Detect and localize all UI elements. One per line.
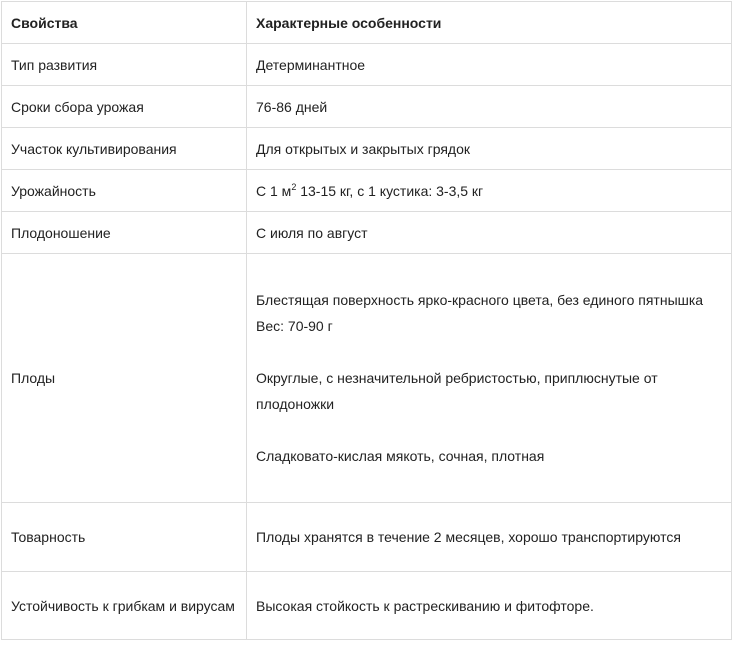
row-property: Урожайность bbox=[2, 170, 247, 212]
row-property: Плодоношение bbox=[2, 212, 247, 254]
row-property: Устойчивость к грибкам и вирусам bbox=[2, 572, 247, 640]
fruit-flesh-text: Сладковато-кислая мякоть, сочная, плотная bbox=[256, 448, 545, 464]
table-row bbox=[2, 170, 732, 212]
yield-prefix: С 1 м bbox=[256, 182, 292, 199]
row-value-fruits bbox=[247, 254, 732, 503]
row-property: Сроки сбора урожая bbox=[2, 86, 247, 128]
row-property: Плоды bbox=[2, 254, 247, 503]
row-value: С июля по август bbox=[247, 212, 732, 254]
fruit-shape-text: Округлые, с незначительной ребристостью, приплюснутые от плодоножки bbox=[256, 370, 658, 412]
row-value: Для открытых и закрытых грядок bbox=[247, 128, 732, 170]
row-value: Высокая стойкость к растрескиванию и фитофторе. bbox=[247, 572, 732, 640]
row-value: Плоды хранятся в течение 2 месяцев, хорошо транспортируются bbox=[247, 503, 732, 572]
table-row bbox=[2, 254, 732, 503]
table-header-row bbox=[2, 2, 732, 44]
table-row bbox=[2, 44, 732, 86]
row-value-yield bbox=[247, 170, 732, 212]
table-row bbox=[2, 572, 732, 640]
header-features: Характерные особенности bbox=[247, 2, 732, 44]
yield-suffix: 13-15 кг, с 1 кустика: 3-3,5 кг bbox=[296, 182, 484, 199]
header-properties: Свойства bbox=[2, 2, 247, 44]
paragraph-gap bbox=[256, 417, 722, 443]
fruit-weight-text: Вес: 70-90 г bbox=[256, 318, 333, 334]
table-row bbox=[2, 86, 732, 128]
properties-table bbox=[1, 1, 732, 640]
row-property: Участок культивирования bbox=[2, 128, 247, 170]
yield-superscript: 2 bbox=[291, 181, 297, 192]
row-value: Детерминантное bbox=[247, 44, 732, 86]
paragraph-gap bbox=[256, 339, 722, 365]
table-row bbox=[2, 503, 732, 572]
fruit-surface-text: Блестящая поверхность ярко-красного цвета, без единого пятнышка bbox=[256, 292, 704, 308]
table-row bbox=[2, 212, 732, 254]
row-value: 76-86 дней bbox=[247, 86, 732, 128]
row-property: Товарность bbox=[2, 503, 247, 572]
table-row bbox=[2, 128, 732, 170]
row-property: Тип развития bbox=[2, 44, 247, 86]
